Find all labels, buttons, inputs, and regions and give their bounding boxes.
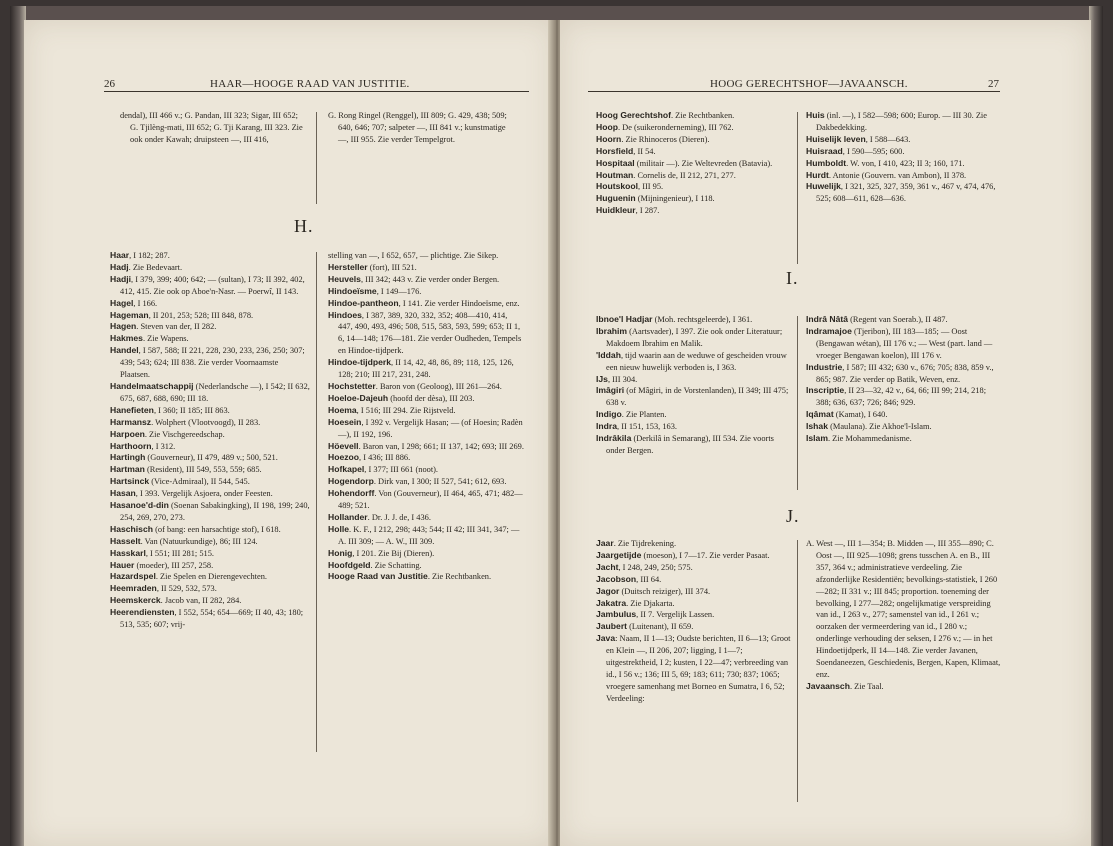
index-keyword: Jaar [596,538,614,548]
index-keyword: Ibnoe'l Hadjar [596,314,653,324]
index-references: , I 552, 554; 654—669; II 40, 43; 180; 513, 535; 607; vrij- [120,608,304,630]
index-entry [328,393,524,405]
index-keyword: Hurdt [806,169,829,180]
index-entry [806,433,1002,445]
index-entry [328,298,524,310]
index-keyword: Humboldt [806,157,847,168]
index-references: . Zie Wapens. [142,334,189,344]
index-keyword: Industrie [806,361,843,372]
index-references: . Wolphert (Vlootvoogd), II 283. [151,417,261,427]
index-keyword: Hasskarl [110,547,146,558]
index-entry [596,110,791,122]
index-references: , I 377; III 661 (noot). [364,465,439,475]
index-keyword: Hauer [110,559,135,570]
index-entry [328,452,524,464]
index-entry [110,464,310,476]
index-entry [596,550,791,562]
index-entry [596,314,791,326]
right-page [560,20,1091,846]
index-keyword: Hanefieten [110,404,154,415]
index-entry [120,110,308,146]
left-top-col1 [120,110,308,146]
index-entry [110,250,310,262]
index-keyword: Huisraad [806,145,843,156]
index-keyword: Hoorn [596,133,622,144]
index-entry [806,134,1002,146]
index-references: (Nederlandsche —), I 542; II 632, 675, 687, 688, 690; III 18. [120,381,310,403]
index-references: stelling van —, I 652, 657, — plichtige. Zie Sikep. [328,251,499,260]
index-references: (Luitenant), II 659. [627,622,694,632]
index-entry [110,488,310,500]
index-references: , I 312. [151,441,176,451]
index-keyword: Heuvels [328,273,361,284]
index-entry [328,476,524,488]
index-entry [596,374,791,386]
left-header-rule [104,91,529,92]
index-entry [806,146,1002,158]
index-references: (moeder), III 257, 258. [134,560,214,570]
right-j-col2 [806,538,1002,693]
index-entry [328,381,524,393]
index-references: . Zie Spelen en Dierengevechten. [155,572,268,582]
index-references: : Naam, II 1—13; Oudste berichten, II 6—13; Groot en Klein —, II 206, 207; ligging, I 1—7; uitgestrektheid, I 2; kusten, I 22—47; verbreeding van id., I 56 v.; 136; III 5, 69; 183; 611; 730; 837; 1065; vroegere samenhang met Borneo en Sumatra, I 6, 52; Verdeeling: [606,634,791,703]
index-references: , I 436; III 886. [359,453,411,463]
index-references: (Vice-Admiraal), II 544, 545. [149,477,250,487]
index-keyword: Hindoeïsme [328,285,377,296]
index-keyword: Hasan [110,488,136,499]
index-keyword: Harthoorn [110,440,152,451]
section-letter-j: J. [786,506,800,526]
index-keyword: Houtman [596,169,634,180]
index-entry [596,586,791,598]
index-references: , II 14, 42, 48, 86, 89; 118, 125, 126, 128; 210; III 217, 231, 248. [338,358,514,380]
index-references: , III 95. [638,182,664,192]
right-i-col1 [596,314,791,457]
index-references: (militair —). Zie Weltevreden (Batavia). [634,158,773,168]
left-main-divider [316,252,317,752]
index-references: (Moh. rechtsgeleerde), I 361. [652,315,753,324]
index-keyword: Hasanoe'd-din [110,500,169,511]
index-references: . Baron van, I 298; 661; II 137, 142; 693; III 269. [358,441,524,451]
index-references: , I 590—595; 600. [842,146,905,156]
index-keyword: 'Iddah [596,349,621,360]
index-references: , I 387, 389, 320, 332, 352; 408—410, 414, 447, 490, 493, 496; 508, 515, 583, 593, 599; 653; II 1, 6, 14—148; 176—181. Zie verder Oudheden, Tempels en Hindoe-tijdperk. [338,310,522,356]
index-references: . K. F., I 212, 298; 443; 544; II 42; III 341, 347; — A. III 309; — A. W., III 309. [338,524,520,546]
index-entry [806,409,1002,421]
index-references: . Zie Mohammedanisme. [827,434,912,444]
index-entry [110,583,310,595]
left-col2 [328,250,524,583]
index-references: . Dr. J. J. de, I 436. [367,512,431,522]
index-keyword: Hospitaal [596,157,635,168]
index-keyword: Hadji [110,273,132,284]
index-references: (Maulana). Zie Akhoe'l-Islam. [827,422,932,432]
index-keyword: Hollander [328,511,368,522]
right-running-head: HOOG GERECHTSHOF—JAVAANSCH. [710,78,908,90]
index-references: (Regent van Soerab.), II 487. [848,315,948,324]
index-entry [328,110,518,146]
index-keyword: Hartingh [110,452,146,463]
index-keyword: Haschisch [110,523,153,534]
index-entry [110,476,310,488]
index-entry [110,417,310,429]
index-references: , II 201, 253; 528; III 848, 878. [148,310,254,320]
index-references: . Dirk van, I 300; II 527, 541; 612, 693. [373,477,507,487]
index-entry [806,314,1002,326]
index-keyword: Imâgiri [596,385,625,396]
index-entry [596,205,791,217]
index-entry [328,286,524,298]
index-references: . Zie Djakarta. [626,598,675,608]
index-references: (Derkilâ in Semarang), III 534. Zie voorts onder Bergen. [606,434,774,455]
index-keyword: Huidkleur [596,205,636,216]
index-references: . Steven van der, II 282. [136,322,217,332]
index-keyword: Hofkapel [328,464,365,475]
index-references: , I 587, 588; II 221, 228, 230, 233, 236, 250; 307; 439; 543; 624; III 838. Zie verder Voornaamste Plaatsen. [120,346,305,380]
index-entry [806,538,1002,681]
index-keyword: Indigo [596,409,622,420]
index-keyword: Indrâkila [596,433,632,444]
index-entry [110,333,310,345]
index-keyword: IJs [596,373,608,384]
index-references: . Zie Planten. [621,410,667,420]
index-references: , I 587; III 432; 630 v., 676; 705; 838, 859 v., 865; 987. Zie verder op Batik, Weven, enz. [816,362,994,384]
index-references: , I 393. Vergelijk Asjoera, onder Feesten. [135,489,273,499]
index-keyword: Heerendiensten [110,607,175,618]
index-keyword: Jacht [596,561,619,572]
index-references: . Zie Rechtbanken. [427,572,492,582]
index-entry [110,310,310,322]
index-references: (Soenan Sabakingking), II 198, 199; 240, 254, 269, 270, 273. [120,501,310,522]
index-entry [596,598,791,610]
index-entry [110,571,310,583]
index-entry [328,488,524,512]
index-entry [596,574,791,586]
index-references: , I 149—176. [376,286,422,296]
book-spread [10,6,1103,846]
index-references: (inl. —), I 582—598; 600; Europ. — III 30. Zie Dakbedekking. [816,111,987,132]
index-entry [596,350,791,374]
index-keyword: Harmansz [110,416,152,427]
index-keyword: Hohendorff [328,488,375,499]
index-keyword: Hazardspel [110,571,156,582]
index-keyword: Inscriptie [806,385,845,396]
right-top-divider [797,112,798,264]
index-references: , I 379, 399; 400; 642; — (sultan), I 73; II 392, 402, 412, 415. Zie ook op Aboe'n-Nasr. — Poerwî, II 143. [120,274,305,296]
index-keyword: Indramajoe [806,325,852,336]
index-references: , I 392 v. Vergelijk Hasan; — (of Hoesin; Radèn —), II 192, 196. [338,417,523,439]
index-keyword: Jagor [596,585,620,596]
left-top-divider [316,112,317,204]
index-keyword: Heemskerck [110,595,161,606]
index-references: , I 516; III 294. Zie Rijstveld. [356,405,456,415]
index-entry [596,146,791,158]
left-running-head: HAAR—HOOGE RAAD VAN JUSTITIE. [210,78,410,90]
index-references: G. Rong Ringel (Renggel), III 809; G. 429, 438; 509; 640, 646; 707; salpeter —, III 841 v.; kunstmatige —, III 955. Zie verder Tempelgrot. [328,111,507,144]
index-entry [110,405,310,417]
index-keyword: Huiselijk leven [806,133,866,144]
index-keyword: Hoop [596,121,618,132]
index-entry [596,158,791,170]
index-keyword: Jambulus [596,609,637,620]
index-entry [596,562,791,574]
index-entry [328,274,524,286]
index-references: , III 64. [636,574,662,584]
index-references: , I 201. Zie Bij (Dieren). [352,548,435,558]
right-header-rule [588,91,1000,92]
index-references: . Zie Bedevaart. [128,262,183,272]
index-entry [110,274,310,298]
index-keyword: Hageman [110,309,149,320]
index-entry [328,405,524,417]
index-keyword: Hersteller [328,261,368,272]
index-references: . Von (Gouverneur), II 464, 465, 471; 482—489; 521. [338,489,523,511]
index-entry [596,193,791,205]
index-keyword: Indra [596,421,618,432]
index-keyword: Javaansch [806,680,850,691]
index-references: A. West —, III 1—354; B. Midden —, III 355—890; C. Oost —, III 925—1098; grens tusschen A. en B., III 357, 364 v.; administratieve verdeeling. Zie afzonderlijke Residentiën; bevolkings-statistiek, I 260—282; II 331 v.; III 845; proportion. toeneming der bevolking, I 277—282; ongelijkmatige verspreiding van id., I 263 v., 277; samenstel van id., I 261 v.; oorzaken der vermeerdering van id., I 280 v.; onderlinge verhouding der seksen, I 276 v.; — in het Hindoetijdperk, II 14—148. Zie verder Javanen, Soendaneezen, Geschiedenis, Bergen, Kapen, Klimaat, enz. [806,539,1001,679]
index-keyword: Hartsinck [110,476,150,487]
index-references: (Resident), III 549, 553, 559; 685. [144,465,262,475]
index-references: , III 304. [607,374,638,384]
index-keyword: Hoema [328,404,357,415]
index-keyword: Hagen [110,321,137,332]
index-entry [596,609,791,621]
index-entry [110,441,310,453]
index-entry [328,310,524,358]
index-keyword: Harpoen [110,428,145,439]
right-top-col1 [596,110,791,217]
index-references: (of Mâgiri, in de Vorstenlanden), II 349; III 475; 638 v. [606,386,789,408]
index-references: (Tjeribon), III 183—185; — Oost (Bengawan wétan), III 176 v.; — West (part. land — vroeger Bengawan koelon), III 176 v. [816,326,993,360]
index-entry [596,181,791,193]
right-top-col2 [806,110,1002,205]
index-keyword: Hasselt [110,535,141,546]
index-entry [596,538,791,550]
index-keyword: Hartman [110,464,145,475]
index-references: dendal), III 466 v.; G. Pandan, III 323; Sigar, III 652; G. Tjilèng-mati, III 652; G. Tji Karang, III 323. Zie ook onder Kawah; druipsteen —, III 416, [120,111,303,144]
index-keyword: Hindoe-pantheon [328,297,399,308]
index-entry [596,134,791,146]
index-references: , I 141. Zie verder Hindoeïsme, enz. [398,298,520,308]
section-letter-h: H. [294,216,314,236]
index-entry [328,548,524,560]
index-entry [328,250,524,262]
index-references: (of bang: een harsachtige stof), I 618. [153,524,281,534]
book-edge-right [1089,6,1103,846]
index-entry [328,512,524,524]
index-references: , II 529, 532, 573. [156,584,217,594]
index-references: , I 360; II 185; III 863. [153,405,230,415]
index-references: . Zie Rhinoceros (Dieren). [621,134,710,144]
index-references: . Van (Natuurkundige), 86; III 124. [140,536,258,546]
index-entry [596,326,791,350]
index-keyword: Hochstetter [328,380,376,391]
index-entry [110,536,310,548]
index-keyword: Hoezoo [328,452,360,463]
index-entry [806,362,1002,386]
index-keyword: Haar [110,250,130,260]
index-references: (hoofd der dèsa), III 203. [388,393,475,403]
index-references: , I 321, 325, 327, 359, 361 v., 467 v, 474, 476, 525; 608—611, 628—636. [816,182,996,204]
index-keyword: Horsfield [596,145,634,156]
index-keyword: Huguenin [596,193,636,204]
index-entry [110,524,310,536]
index-keyword: Hadj [110,261,129,272]
left-col1 [110,250,310,631]
index-references: , I 166. [133,298,158,308]
index-entry [806,326,1002,362]
index-keyword: Huis [806,110,825,120]
left-page [24,20,555,846]
index-entry [110,381,310,405]
index-references: , I 287. [635,206,660,216]
left-top-col2 [328,110,518,146]
right-page-number: 27 [988,78,999,90]
index-keyword: Indrâ Nâtâ [806,314,849,324]
index-keyword: Hindoes [328,309,362,320]
index-references: . Zie Vischgereedschap. [144,429,225,439]
index-references: . Cornelis de, II 212, 271, 277. [633,170,736,180]
index-entry [328,262,524,274]
index-entry [806,421,1002,433]
index-keyword: Hagel [110,297,134,308]
index-keyword: Hoofdgeld [328,559,371,570]
index-keyword: Jacobson [596,573,637,584]
index-entry [110,560,310,572]
index-references: . W. von, I 410, 423; II 3; 160, 171. [846,158,965,168]
index-entry [596,433,791,457]
index-keyword: Houtskool [596,181,639,192]
index-entry [328,417,524,441]
index-references: (Duitsch reiziger), III 374. [619,586,711,596]
index-entry [110,607,310,631]
index-references: , II 54. [633,146,656,156]
index-entry [328,571,524,583]
index-keyword: Honig [328,547,353,558]
index-references: , III 342; 443 v. Zie verder onder Bergen. [360,274,500,284]
index-keyword: Iqâmat [806,409,834,420]
index-keyword: Hindoe-tijdperk [328,357,392,368]
index-entry [328,560,524,572]
section-letter-i: I. [786,268,799,288]
index-keyword: Handel [110,345,139,356]
index-entry [110,429,310,441]
index-keyword: Jaargetijde [596,549,642,560]
index-references: (Aartsvader), I 397. Zie ook onder Literatuur; Makdoem Ibrahim en Malik. [606,326,783,348]
index-entry [110,298,310,310]
index-entry [110,548,310,560]
index-entry [596,170,791,182]
index-entry [806,158,1002,170]
index-keyword: Hakmes [110,333,143,344]
index-keyword: Hoesein [328,416,362,427]
index-entry [596,633,791,704]
right-i-divider [797,316,798,490]
index-entry [110,452,310,464]
index-keyword: Heemraden [110,583,157,594]
index-references: , I 248, 249, 250; 575. [618,562,693,572]
index-keyword: Höevell [328,440,359,451]
index-entry [596,385,791,409]
index-references: (moeson), I 7—17. Zie verder Pasaat. [641,550,770,560]
index-keyword: Jakatra [596,597,627,608]
index-references: (Mijningenieur), I 118. [635,194,715,204]
index-references: (Gouverneur), II 479, 489 v.; 500, 521. [145,453,278,463]
left-page-number: 26 [104,78,115,90]
index-references: , I 588—643. [865,134,911,144]
index-references: . Zie Taal. [849,681,884,691]
index-entry [596,122,791,134]
index-references: , tijd waarin aan de weduwe of gescheiden vrouw een nieuw huwelijk verboden is, I 363. [606,350,787,372]
index-references: . Baron von (Geoloog), III 261—264. [375,381,502,391]
index-entry [596,409,791,421]
index-references: . Antonie (Gouvern. van Ambon), II 378. [828,170,967,180]
index-entry [806,110,1002,134]
index-keyword: Hoeloe-Dajeuh [328,392,389,403]
index-keyword: Huwelijk [806,181,841,192]
right-i-col2 [806,314,1002,445]
index-keyword: Ibrahim [596,325,628,336]
right-j-divider [797,540,798,802]
index-entry [596,421,791,433]
index-entry [328,524,524,548]
index-references: . De (suikeronderneming), III 762. [617,122,734,132]
index-entry [110,321,310,333]
index-keyword: Jaubert [596,621,628,632]
index-keyword: Holle [328,523,350,534]
index-entry [328,464,524,476]
index-entry [806,170,1002,182]
index-references: , II 151, 153, 163. [617,422,678,432]
index-references: . Zie Schatting. [370,560,422,570]
index-references: . Zie Tijdrekening. [613,539,677,548]
right-j-col1 [596,538,791,705]
index-entry [110,595,310,607]
index-keyword: Islam [806,433,828,444]
index-keyword: Handelmaatschappij [110,380,194,391]
index-entry [110,345,310,381]
index-keyword: Hooge Raad van Justitie [328,571,428,582]
index-references: . Jacob van, II 282, 284. [160,596,242,606]
index-entry [596,621,791,633]
index-entry [328,357,524,381]
index-entry [110,262,310,274]
index-references: . Zie Rechtbanken. [670,111,735,120]
index-references: , II 23—32, 42 v., 64, 66; III 99; 214, 218; 388; 636, 637; 726; 846; 929. [816,386,987,408]
index-keyword: Ishak [806,421,828,432]
index-keyword: Hogendorp [328,476,374,487]
index-references: , I 551; III 281; 515. [145,548,214,558]
index-keyword: Java [596,633,616,644]
index-references: (Kamat), I 640. [833,410,888,420]
index-entry [806,385,1002,409]
index-entry [328,441,524,453]
index-entry [806,681,1002,693]
index-references: , I 182; 287. [129,251,170,260]
index-references: , II 7. Vergelijk Lassen. [636,610,715,620]
index-entry [110,500,310,524]
index-keyword: Hoog Gerechtshof [596,110,671,120]
index-references: (fort), III 521. [367,262,417,272]
index-entry [806,181,1002,205]
